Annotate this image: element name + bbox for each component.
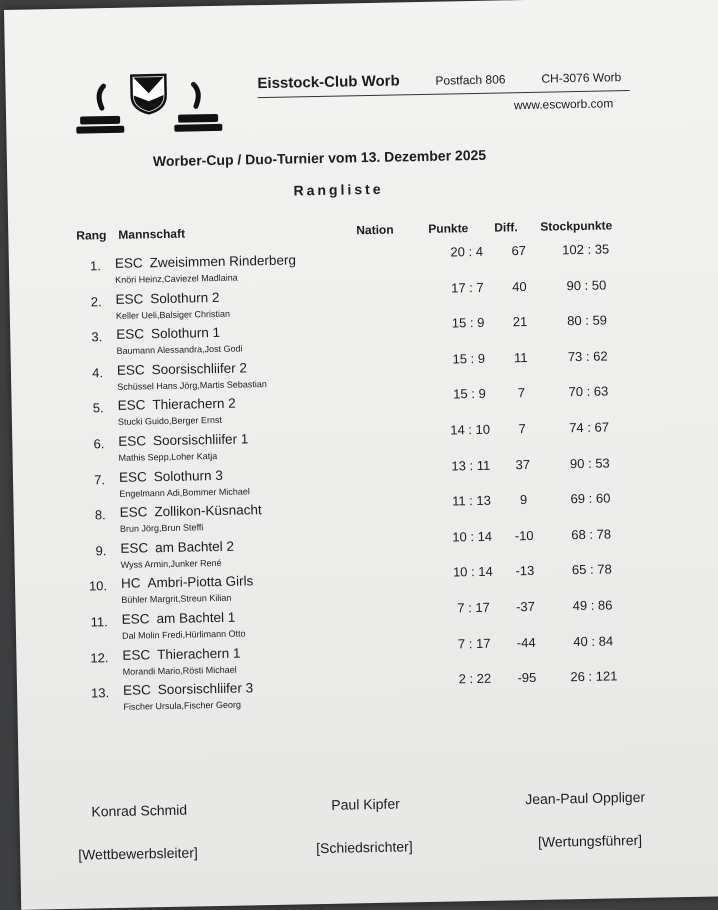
- punkte-cell: 10 : 14: [452, 528, 493, 545]
- diff-cell: 21: [512, 314, 528, 330]
- diff-cell: 7: [518, 421, 526, 437]
- team-players: Stucki Guido,Berger Ernst: [117, 415, 223, 428]
- rang-cell: 3.: [91, 329, 103, 345]
- club-website: www.escworb.com: [513, 96, 614, 113]
- team-name: am Bachtel 2: [154, 538, 235, 555]
- punkte-for: 17: [450, 279, 466, 296]
- team-cell: [123, 681, 253, 698]
- stockpunkte-against: 63: [593, 383, 609, 400]
- stockpunkte-against: 84: [598, 633, 614, 649]
- team-name: am Bachtel 1: [156, 609, 236, 627]
- stockpunkte-for: 70: [568, 384, 584, 400]
- punkte-for: 7: [457, 600, 465, 616]
- team-cell: [115, 252, 296, 270]
- punkte-cell: 11 : 13: [451, 492, 492, 509]
- stockpunkte-for: 90: [566, 277, 582, 293]
- header-nation: Nation: [356, 222, 394, 238]
- diff-cell: 7: [517, 385, 526, 401]
- stockpunkte-cell: 74 : 67: [569, 419, 610, 436]
- header-punkte: Punkte: [428, 221, 469, 236]
- punkte-cell: 2 : 22: [458, 670, 492, 687]
- punkte-against: 13: [476, 492, 492, 509]
- team-players: Baumann Alessandra,Jost Godi: [116, 343, 243, 357]
- punkte-against: 14: [478, 564, 493, 580]
- punkte-for: 14: [450, 422, 465, 438]
- punkte-against: 17: [475, 635, 491, 651]
- team-cell: [121, 574, 254, 592]
- stockpunkte-against: 62: [593, 348, 608, 364]
- rang-cell: 7.: [94, 471, 106, 487]
- team-name: Thierachern 2: [152, 396, 236, 413]
- stockpunkte-cell: 26 : 121: [570, 668, 618, 685]
- stockpunkte-for: 69: [570, 491, 586, 507]
- diff-cell: 67: [511, 243, 527, 259]
- stockpunkte-cell: 68 : 78: [571, 526, 612, 543]
- team-players: Dal Molin Fredi,Hürlimann Otto: [121, 628, 246, 641]
- team-club: ESC: [119, 504, 148, 521]
- team-name: Soorsischliifer 2: [151, 360, 248, 378]
- punkte-cell: 15 : 9: [451, 315, 485, 331]
- header-stockpunkte: Stockpunkte: [540, 218, 613, 234]
- signature-name: Paul Kipfer: [331, 795, 400, 813]
- rang-cell: 11.: [90, 614, 108, 630]
- punkte-against: 9: [477, 350, 486, 366]
- signature-name: Jean-Paul Oppliger: [525, 788, 646, 808]
- stockpunkte-cell: 90 : 53: [569, 455, 610, 471]
- team-club: ESC: [120, 540, 149, 556]
- punkte-against: 22: [476, 670, 492, 687]
- stockpunkte-for: 40: [573, 633, 588, 649]
- punkte-against: 17: [475, 599, 490, 616]
- stockpunkte-against: 59: [592, 312, 608, 328]
- diff-cell: -37: [516, 598, 536, 615]
- punkte-for: 2: [458, 671, 467, 687]
- signature-role: [Wettbewerbsleiter]: [78, 844, 198, 863]
- team-players: Brun Jörg,Brun Steffi: [119, 522, 204, 535]
- team-name: Zollikon-Küsnacht: [154, 502, 262, 520]
- punkte-cell: 14 : 10: [450, 421, 491, 438]
- punkte-against: 4: [475, 243, 484, 259]
- punkte-cell: 20 : 4: [450, 243, 484, 260]
- signature-role: [Schiedsrichter]: [315, 838, 413, 857]
- team-club: ESC: [116, 362, 145, 378]
- diff-cell: 11: [513, 349, 528, 366]
- team-cell: [115, 290, 219, 307]
- team-cell: [116, 325, 220, 342]
- punkte-against: 7: [476, 279, 484, 295]
- team-club: HC: [120, 575, 141, 592]
- rang-cell: 1.: [89, 258, 102, 274]
- signature-name: Konrad Schmid: [91, 801, 188, 820]
- punkte-cell: 17 : 7: [450, 279, 484, 296]
- team-name: Solothurn 2: [150, 289, 220, 306]
- diff-cell: -44: [516, 634, 536, 650]
- stockpunkte-cell: 65 : 78: [571, 561, 612, 578]
- team-players: Morandi Mario,Rösti Michael: [122, 664, 237, 677]
- team-players: Wyss Armin,Junker René: [120, 557, 222, 570]
- punkte-against: 10: [475, 421, 491, 438]
- team-players: Engelmann Adi,Bommer Michael: [119, 485, 250, 499]
- stockpunkte-against: 78: [597, 561, 612, 578]
- stockpunkte-against: 78: [596, 526, 612, 542]
- diff-cell: 9: [519, 492, 528, 508]
- rang-cell: 4.: [91, 364, 104, 381]
- rang-cell: 10.: [88, 578, 108, 594]
- header-rang: Rang: [76, 228, 107, 243]
- team-players: Knöri Heinz,Caviezel Madlaina: [115, 272, 238, 285]
- diff-cell: -95: [517, 670, 537, 686]
- postfach: Postfach 806: [435, 72, 506, 88]
- stockpunkte-cell: 80 : 59: [567, 312, 608, 329]
- punkte-for: 11: [451, 493, 466, 509]
- team-cell: [120, 502, 262, 520]
- stockpunkte-cell: 69 : 60: [570, 490, 611, 507]
- club-logo-icon: [73, 72, 224, 145]
- diff-cell: 37: [515, 456, 531, 472]
- punkte-cell: 13 : 11: [451, 457, 491, 474]
- punkte-cell: 7 : 17: [457, 635, 491, 651]
- stockpunkte-cell: 73 : 62: [567, 348, 608, 365]
- punkte-cell: 7 : 17: [457, 599, 490, 616]
- team-players: Schüssel Hans Jörg,Martis Sebastian: [117, 378, 267, 392]
- stockpunkte-for: 90: [569, 455, 585, 471]
- stockpunkte-cell: 49 : 86: [572, 597, 613, 614]
- stockpunkte-against: 60: [595, 490, 611, 506]
- rang-cell: 13.: [90, 685, 110, 701]
- punkte-for: 7: [457, 635, 466, 651]
- punkte-for: 10: [452, 529, 467, 545]
- club-name: Eisstock-Club Worb: [257, 72, 400, 93]
- punkte-against: 9: [478, 386, 486, 402]
- stockpunkte-for: 102: [562, 241, 585, 258]
- punkte-for: 10: [452, 564, 468, 580]
- club-location: CH-3076 Worb: [541, 70, 622, 86]
- stockpunkte-for: 49: [572, 597, 588, 614]
- stockpunkte-for: 74: [569, 419, 584, 436]
- punkte-for: 15: [453, 386, 468, 402]
- team-players: Bühler Margrit,Streun Kilian: [121, 593, 232, 606]
- stockpunkte-cell: 102 : 35: [562, 241, 610, 258]
- diff-cell: -10: [514, 527, 534, 544]
- team-name: Zweisimmen Rinderberg: [149, 252, 297, 271]
- stockpunkte-against: 53: [595, 455, 610, 471]
- team-club: ESC: [121, 611, 150, 627]
- stockpunkte-for: 65: [571, 562, 587, 578]
- team-cell: [122, 645, 240, 662]
- team-cell: [119, 467, 223, 484]
- document-page: [4, 0, 718, 910]
- punkte-against: 11: [476, 457, 491, 473]
- team-club: ESC: [115, 290, 144, 307]
- team-club: ESC: [114, 255, 143, 271]
- team-name: Solothurn 1: [150, 325, 221, 342]
- punkte-against: 14: [477, 528, 493, 544]
- document-subtitle: Rangliste: [293, 180, 384, 199]
- stockpunkte-against: 50: [591, 277, 607, 293]
- stockpunkte-cell: 40 : 84: [573, 633, 614, 649]
- header-diff: Diff.: [494, 220, 518, 235]
- stockpunkte-against: 121: [595, 668, 618, 684]
- punkte-cell: 10 : 14: [452, 564, 493, 580]
- team-club: ESC: [118, 433, 147, 449]
- punkte-against: 9: [476, 315, 485, 331]
- stockpunkte-for: 68: [571, 526, 586, 543]
- stockpunkte-against: 86: [597, 597, 613, 613]
- rang-cell: 5.: [92, 400, 104, 416]
- rang-cell: 6.: [93, 436, 105, 452]
- punkte-for: 15: [451, 315, 467, 331]
- punkte-for: 15: [452, 350, 468, 367]
- team-club: ESC: [122, 646, 151, 663]
- team-club: ESC: [117, 397, 146, 414]
- team-players: Keller Ueli,Balsiger Christian: [115, 308, 231, 321]
- team-club: ESC: [118, 468, 147, 485]
- team-name: Soorsischliifer 1: [152, 431, 249, 449]
- rang-cell: 9.: [95, 542, 107, 559]
- team-name: Soorsischliifer 3: [157, 680, 254, 698]
- rang-cell: 12.: [90, 649, 109, 666]
- signature-role: [Wertungsführer]: [537, 831, 643, 850]
- team-cell: [117, 396, 235, 413]
- diff-cell: -13: [515, 563, 535, 579]
- team-cell: [117, 360, 247, 377]
- document-title: Worber-Cup / Duo-Turnier vom 13. Dezember 2025: [152, 146, 487, 170]
- team-name: Solothurn 3: [153, 467, 223, 484]
- rang-cell: 2.: [90, 293, 102, 309]
- team-cell: [120, 538, 234, 555]
- team-cell: [118, 431, 248, 448]
- punkte-for: 13: [451, 457, 467, 474]
- team-club: ESC: [122, 682, 151, 699]
- diff-cell: 40: [512, 278, 527, 294]
- team-players: Fischer Ursula,Fischer Georg: [123, 699, 242, 713]
- stockpunkte-for: 26: [570, 669, 586, 685]
- team-club: ESC: [116, 326, 145, 343]
- stockpunkte-cell: 70 : 63: [568, 383, 609, 400]
- punkte-for: 20: [450, 244, 466, 260]
- stockpunkte-against: 35: [594, 241, 610, 257]
- team-players: Mathis Sepp,Loher Katja: [118, 450, 218, 463]
- punkte-cell: 15 : 9: [453, 386, 486, 402]
- team-cell: [122, 610, 236, 627]
- header-mannschaft: Mannschaft: [118, 226, 186, 242]
- stockpunkte-against: 67: [594, 419, 610, 435]
- stockpunkte-for: 80: [567, 313, 582, 329]
- rang-cell: 8.: [94, 507, 106, 523]
- team-name: Ambri-Piotta Girls: [147, 573, 254, 591]
- punkte-cell: 15 : 9: [452, 350, 486, 367]
- team-name: Thierachern 1: [157, 645, 241, 662]
- stockpunkte-for: 73: [567, 348, 583, 365]
- stockpunkte-cell: 90 : 50: [566, 277, 607, 293]
